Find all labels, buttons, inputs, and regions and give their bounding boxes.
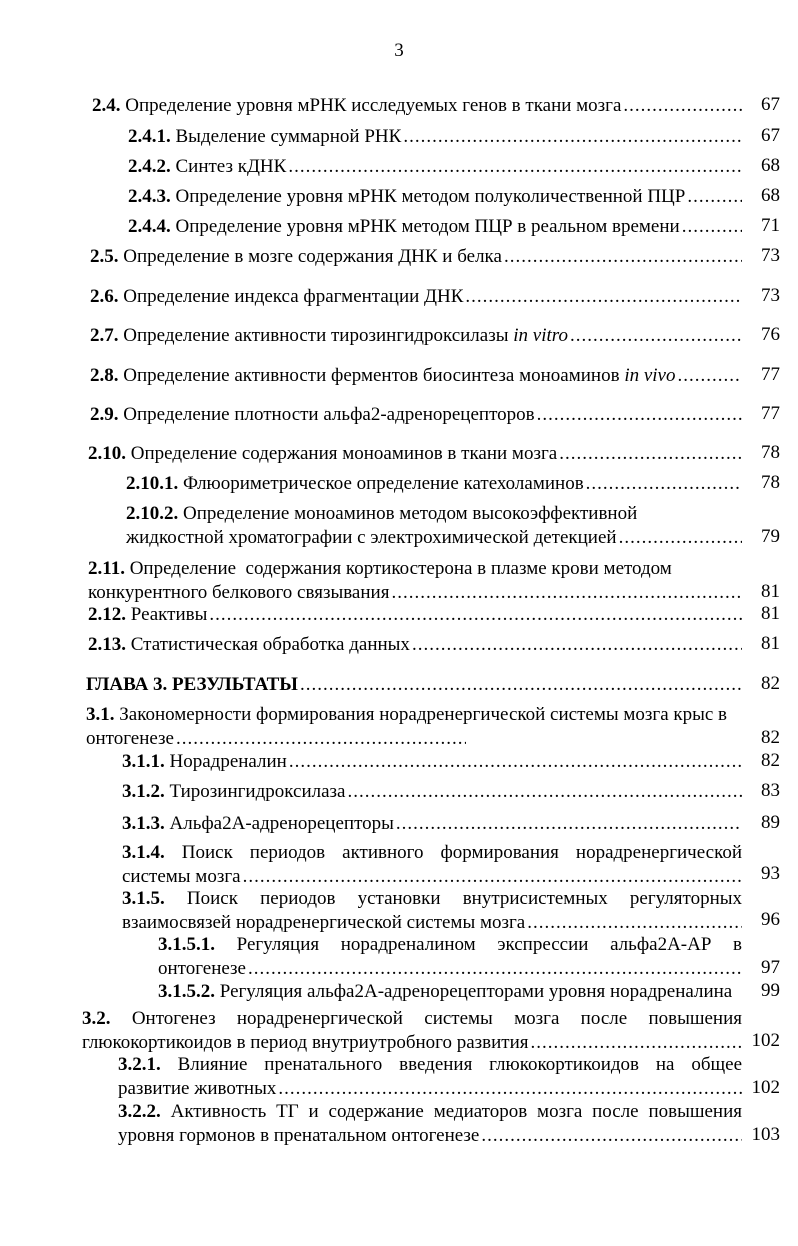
entry-page: 78 (761, 472, 780, 493)
entry-title: Альфа2А-адренорецепторы (169, 813, 394, 834)
entry-page: 93 (761, 863, 780, 884)
entry-number: 3.2.1. (118, 1054, 161, 1075)
entry-title-cont: онтогенезе (158, 958, 246, 979)
entry-number: 2.6. (90, 286, 119, 307)
entry-number: 3.1.2. (122, 781, 165, 802)
entry-page: 73 (761, 245, 780, 266)
entry-number: 2.4.4. (128, 216, 171, 237)
toc-entry (128, 215, 742, 239)
entry-number: 2.10. (88, 443, 126, 464)
entry-page: 77 (761, 403, 780, 424)
entry-page: 79 (761, 526, 780, 547)
entry-title-cont: уровня гормонов в пренатальном онтогенезе (118, 1125, 480, 1146)
entry-page: 71 (761, 215, 780, 236)
entry-number: 2.9. (90, 404, 119, 425)
toc-entry (122, 750, 742, 774)
entry-number: 3.1.5. (122, 888, 165, 909)
entry-number: 3.1.1. (122, 751, 165, 772)
entry-title: Регуляция норадреналином экспрессии альфа2А-АР в (236, 934, 742, 955)
entry-number: 2.8. (90, 365, 119, 386)
entry-title: Определение активности тирозингидроксилазы (123, 325, 509, 346)
toc-entry (88, 557, 742, 605)
toc-entry (126, 472, 742, 496)
entry-number: 2.13. (88, 634, 126, 655)
entry-title: Регуляция альфа2А-адренорецепторами уровня норадреналина (219, 981, 733, 1002)
entry-page: 81 (761, 581, 780, 602)
entry-page: 81 (761, 603, 780, 624)
entry-title: Определение моноаминов методом высокоэффективной (183, 503, 638, 524)
entry-page: 89 (761, 812, 780, 833)
entry-title-cont: системы мозга (122, 866, 241, 887)
entry-number: 3.1.5.2. (158, 981, 215, 1002)
toc-entry (92, 94, 742, 118)
toc-entry (90, 324, 742, 348)
toc-entry (128, 125, 742, 149)
toc-entry (82, 1007, 742, 1055)
toc-entry (118, 1100, 742, 1148)
entry-title: Определение содержания кортикостерона в плазме крови методом (129, 558, 672, 579)
entry-page: 82 (761, 750, 780, 771)
entry-title: Статистическая обработка данных (130, 634, 410, 655)
toc-entry (122, 780, 742, 804)
entry-page: 73 (761, 285, 780, 306)
entry-title: Определение уровня мРНК методом полуколичественной ПЦР (175, 186, 686, 207)
entry-title: Определение активности ферментов биосинтеза моноаминов (123, 365, 620, 386)
entry-page: 67 (761, 125, 780, 146)
toc-entry (158, 933, 742, 981)
entry-page: 78 (761, 442, 780, 463)
entry-page: 67 (761, 94, 780, 115)
entry-title-cont: развитие животных (118, 1078, 277, 1099)
entry-number: 2.7. (90, 325, 119, 346)
entry-title: Выделение суммарной РНК (175, 126, 402, 147)
entry-title-cont: жидкостной хроматографии с электрохимической детекцией (126, 527, 617, 548)
entry-number: 2.12. (88, 604, 126, 625)
entry-title: Поиск периодов активного формирования норадренергической (181, 842, 743, 863)
entry-number: 2.5. (90, 246, 119, 267)
toc-entry (90, 403, 742, 427)
entry-title-cont: онтогенезе (86, 728, 174, 749)
entry-number: 3.1. (86, 704, 115, 725)
entry-title: Определение уровня мРНК методом ПЦР в реальном времени (175, 216, 680, 237)
toc-entry (88, 603, 742, 627)
chapter-title: ГЛАВА 3. РЕЗУЛЬТАТЫ (86, 674, 298, 695)
toc-entry (86, 673, 742, 697)
entry-page: 96 (761, 909, 780, 930)
toc-entry (90, 245, 742, 269)
entry-number: 3.1.4. (122, 842, 165, 863)
entry-page: 68 (761, 185, 780, 206)
toc-entry (122, 887, 742, 935)
toc-entry (88, 442, 742, 466)
entry-title: Определение плотности альфа2-адренорецепторов (123, 404, 535, 425)
entry-number: 2.4. (92, 95, 121, 116)
entry-number: 2.4.1. (128, 126, 171, 147)
toc-entry (118, 1053, 742, 1101)
entry-number: 3.2.2. (118, 1101, 161, 1122)
entry-number: 3.2. (82, 1008, 111, 1029)
toc-entry (126, 502, 742, 550)
entry-page: 99 (761, 980, 780, 1001)
entry-page: 68 (761, 155, 780, 176)
entry-title: Активность ТГ и содержание медиаторов мозга после повышения (170, 1101, 742, 1122)
toc-entry (90, 364, 742, 388)
entry-title-cont: взаимосвязей норадренергической системы мозга (122, 912, 526, 933)
entry-title-cont: конкурентного белкового связывания (88, 582, 390, 603)
toc-entry (122, 841, 742, 889)
entry-title: Поиск периодов установки внутрисистемных регуляторных (186, 888, 743, 909)
entry-page: 76 (761, 324, 780, 345)
entry-page: 82 (761, 673, 780, 694)
entry-number: 3.1.5.1. (158, 934, 215, 955)
entry-number: 2.4.2. (128, 156, 171, 177)
entry-title-cont: глюкокортикоидов в период внутриутробного развития (82, 1032, 529, 1053)
entry-title: Норадреналин (169, 751, 287, 772)
entry-number: 2.4.3. (128, 186, 171, 207)
entry-title: Определение индекса фрагментации ДНК (123, 286, 464, 307)
entry-page: 102 (751, 1077, 780, 1098)
entry-title: Флюориметрическое определение катехоламинов (183, 473, 584, 494)
entry-page: 102 (751, 1030, 780, 1051)
toc-entry (122, 812, 742, 836)
entry-number: 2.10.1. (126, 473, 179, 494)
toc-entry (158, 980, 742, 1004)
entry-title: Реактивы (130, 604, 208, 625)
entry-title: Определение уровня мРНК исследуемых генов в ткани мозга (125, 95, 622, 116)
entry-number: 2.10.2. (126, 503, 179, 524)
entry-page: 82 (761, 727, 780, 748)
toc-entry (90, 285, 742, 309)
entry-title: Синтез кДНК (175, 156, 287, 177)
entry-title: Онтогенез норадренергической системы мозга после повышения (131, 1008, 743, 1029)
entry-title: Закономерности формирования норадренергической системы мозга крыс в (119, 704, 728, 725)
toc-entry (128, 185, 742, 209)
entry-italic: in vitro (513, 325, 568, 346)
entry-number: 3.1.3. (122, 813, 165, 834)
entry-number: 2.11. (88, 558, 125, 579)
entry-page: 83 (761, 780, 780, 801)
entry-page: 103 (751, 1124, 780, 1145)
entry-page: 97 (761, 957, 780, 978)
page-number: 3 (394, 40, 404, 61)
entry-italic: in vivo (624, 365, 676, 386)
entry-title: Влияние пренатального введения глюкокортикоидов на общее (177, 1054, 742, 1075)
toc-entry (86, 703, 742, 751)
entry-title: Определение в мозге содержания ДНК и белка (123, 246, 502, 267)
toc-entry (128, 155, 742, 179)
entry-title: Определение содержания моноаминов в ткани мозга (130, 443, 558, 464)
entry-page: 77 (761, 364, 780, 385)
entry-title: Тирозингидроксилаза (169, 781, 346, 802)
entry-page: 81 (761, 633, 780, 654)
toc-entry (88, 633, 742, 657)
